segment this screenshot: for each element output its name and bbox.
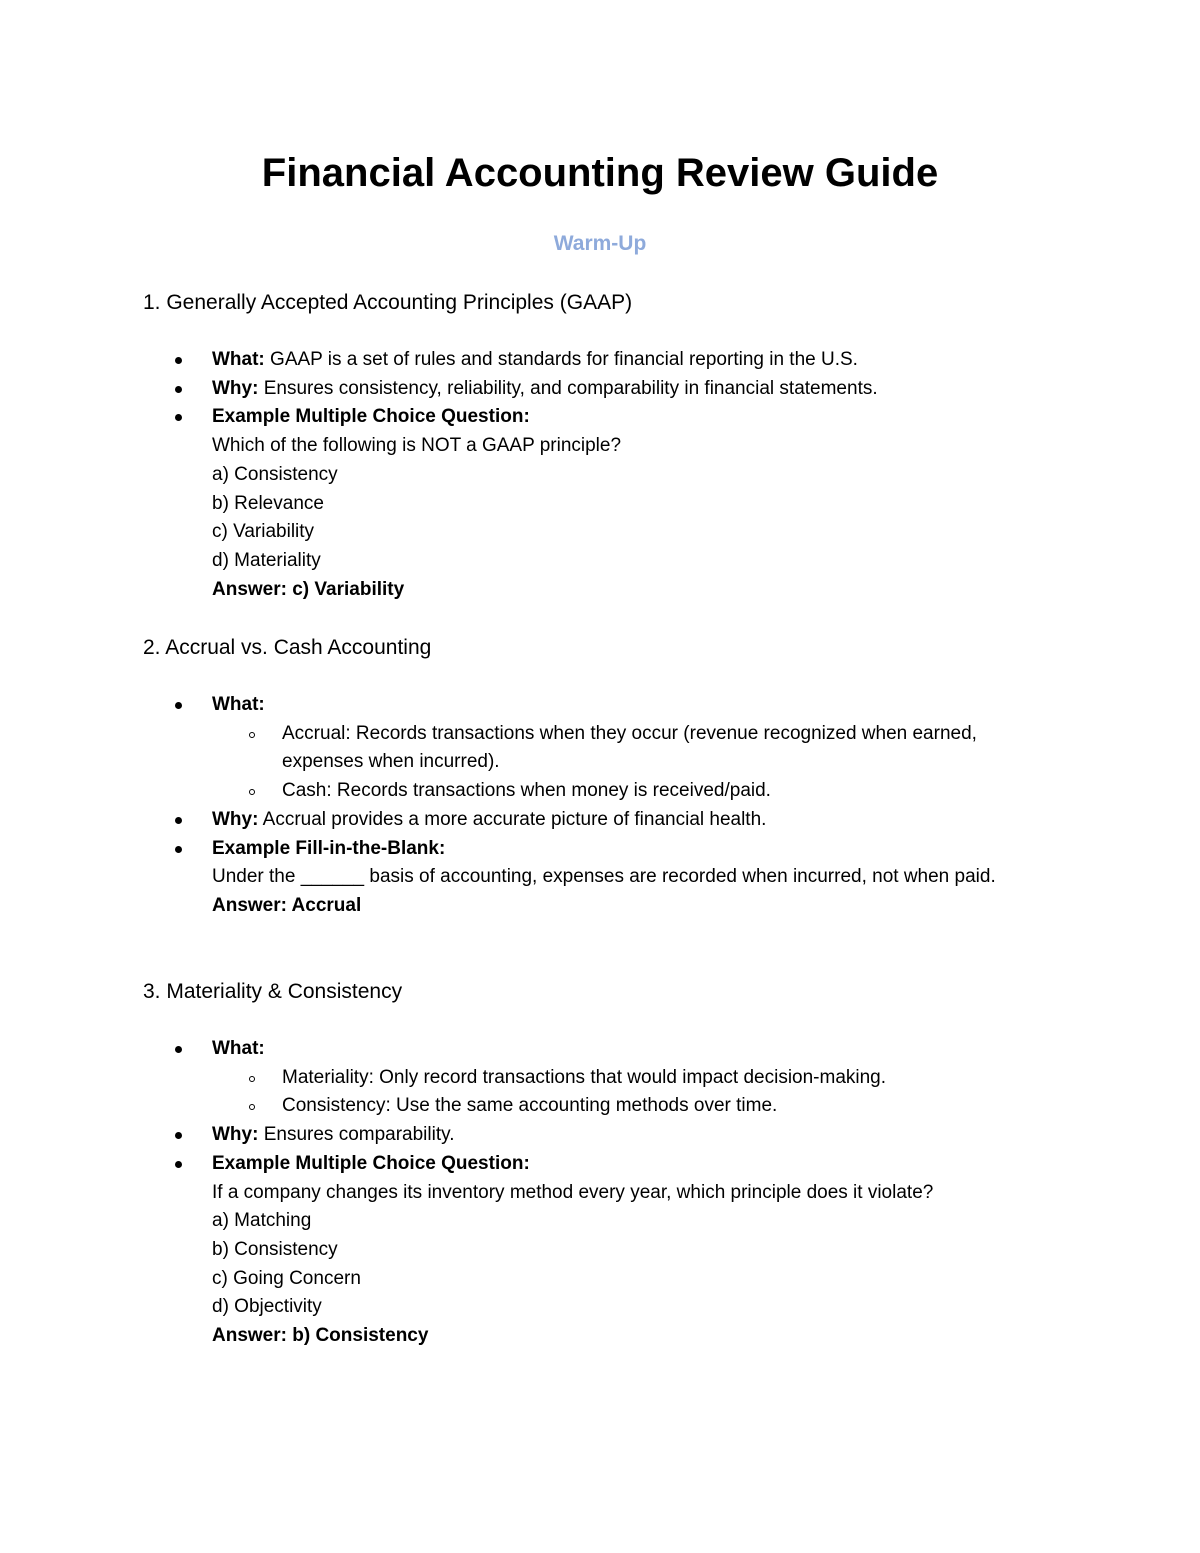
section-heading-gaap: 1. Generally Accepted Accounting Principles (GAAP): [143, 291, 633, 314]
bullet-icon: [175, 702, 182, 709]
page-title: Financial Accounting Review Guide: [261, 151, 939, 195]
answer-option: a) Matching: [212, 1210, 312, 1232]
answer-option: d) Objectivity: [212, 1296, 322, 1318]
bullet-icon: [175, 817, 182, 824]
sub-list-item: Cash: Records transactions when money is received/paid.: [211, 777, 1060, 806]
answer-text: Answer: c) Variability: [212, 578, 405, 600]
bullet-icon: [175, 1161, 182, 1168]
answer-option: c) Variability: [212, 521, 315, 543]
question-text: Under the ______ basis of accounting, expenses are recorded when incurred, not when paid.: [212, 866, 996, 888]
bullet-icon: [175, 846, 182, 853]
example-label: Example Multiple Choice Question:: [212, 406, 530, 428]
subtitle-warm-up: Warm-Up: [553, 232, 647, 255]
list-item-why: [0, 806, 1200, 835]
section-gaap-list: [0, 346, 1200, 604]
why-text: Ensures consistency, reliability, and comparability in financial statements.: [258, 377, 878, 399]
section-heading-accrual-cash: 2. Accrual vs. Cash Accounting: [143, 636, 432, 659]
bullet-icon: [175, 414, 182, 421]
circle-bullet-icon: [249, 732, 255, 738]
bullet-icon: [175, 1132, 182, 1139]
what-label: What:: [212, 694, 265, 715]
section-accrual-list: [0, 691, 1200, 921]
why-text: Ensures comparability.: [258, 1124, 455, 1146]
list-item-example: [0, 1150, 1200, 1351]
answer-option: b) Relevance: [212, 492, 324, 514]
section-materiality-list: [0, 1035, 1200, 1351]
what-text: GAAP is a set of rules and standards for financial reporting in the U.S.: [264, 349, 858, 370]
what-sub-list: [212, 1064, 1060, 1121]
why-text: Accrual provides a more accurate picture of financial health.: [258, 808, 767, 830]
list-item-example: [0, 403, 1200, 604]
circle-bullet-icon: [249, 1104, 255, 1110]
bullet-icon: [175, 1046, 182, 1053]
question-text: Which of the following is NOT a GAAP principle?: [212, 435, 622, 457]
why-label: Why:: [212, 377, 259, 399]
list-item-what: [0, 346, 1200, 375]
question-text: If a company changes its inventory method every year, which principle does it violate?: [212, 1181, 934, 1203]
answer-option: b) Consistency: [212, 1238, 338, 1260]
list-item-example: [0, 835, 1200, 921]
answer-text: Answer: b) Consistency: [212, 1325, 429, 1347]
what-label: What:: [212, 1038, 265, 1059]
answer-text: Answer: Accrual: [212, 894, 362, 916]
list-item-what: [0, 691, 1200, 806]
answer-option: a) Consistency: [212, 463, 338, 485]
section-heading-materiality: 3. Materiality & Consistency: [143, 980, 403, 1003]
circle-bullet-icon: [249, 789, 255, 795]
why-label: Why:: [212, 808, 259, 830]
circle-bullet-icon: [249, 1076, 255, 1082]
example-label: Example Multiple Choice Question:: [212, 1152, 530, 1174]
example-label: Example Fill-in-the-Blank:: [212, 837, 446, 859]
what-sub-list: [212, 720, 1060, 806]
list-item-what: [0, 1035, 1200, 1121]
bullet-icon: [175, 386, 182, 393]
what-label: What:: [212, 349, 265, 370]
list-item-why: [0, 1121, 1200, 1150]
why-label: Why:: [212, 1124, 259, 1146]
answer-option: d) Materiality: [212, 549, 321, 571]
bullet-icon: [175, 357, 182, 364]
list-item-why: [0, 375, 1200, 404]
sub-list-item: Accrual: Records transactions when they occur (revenue recognized when earned, expenses when incurred).: [211, 720, 1060, 777]
sub-list-item: Materiality: Only record transactions that would impact decision-making.: [211, 1064, 1060, 1093]
sub-list-item: Consistency: Use the same accounting methods over time.: [211, 1092, 1060, 1121]
answer-option: c) Going Concern: [212, 1267, 361, 1289]
